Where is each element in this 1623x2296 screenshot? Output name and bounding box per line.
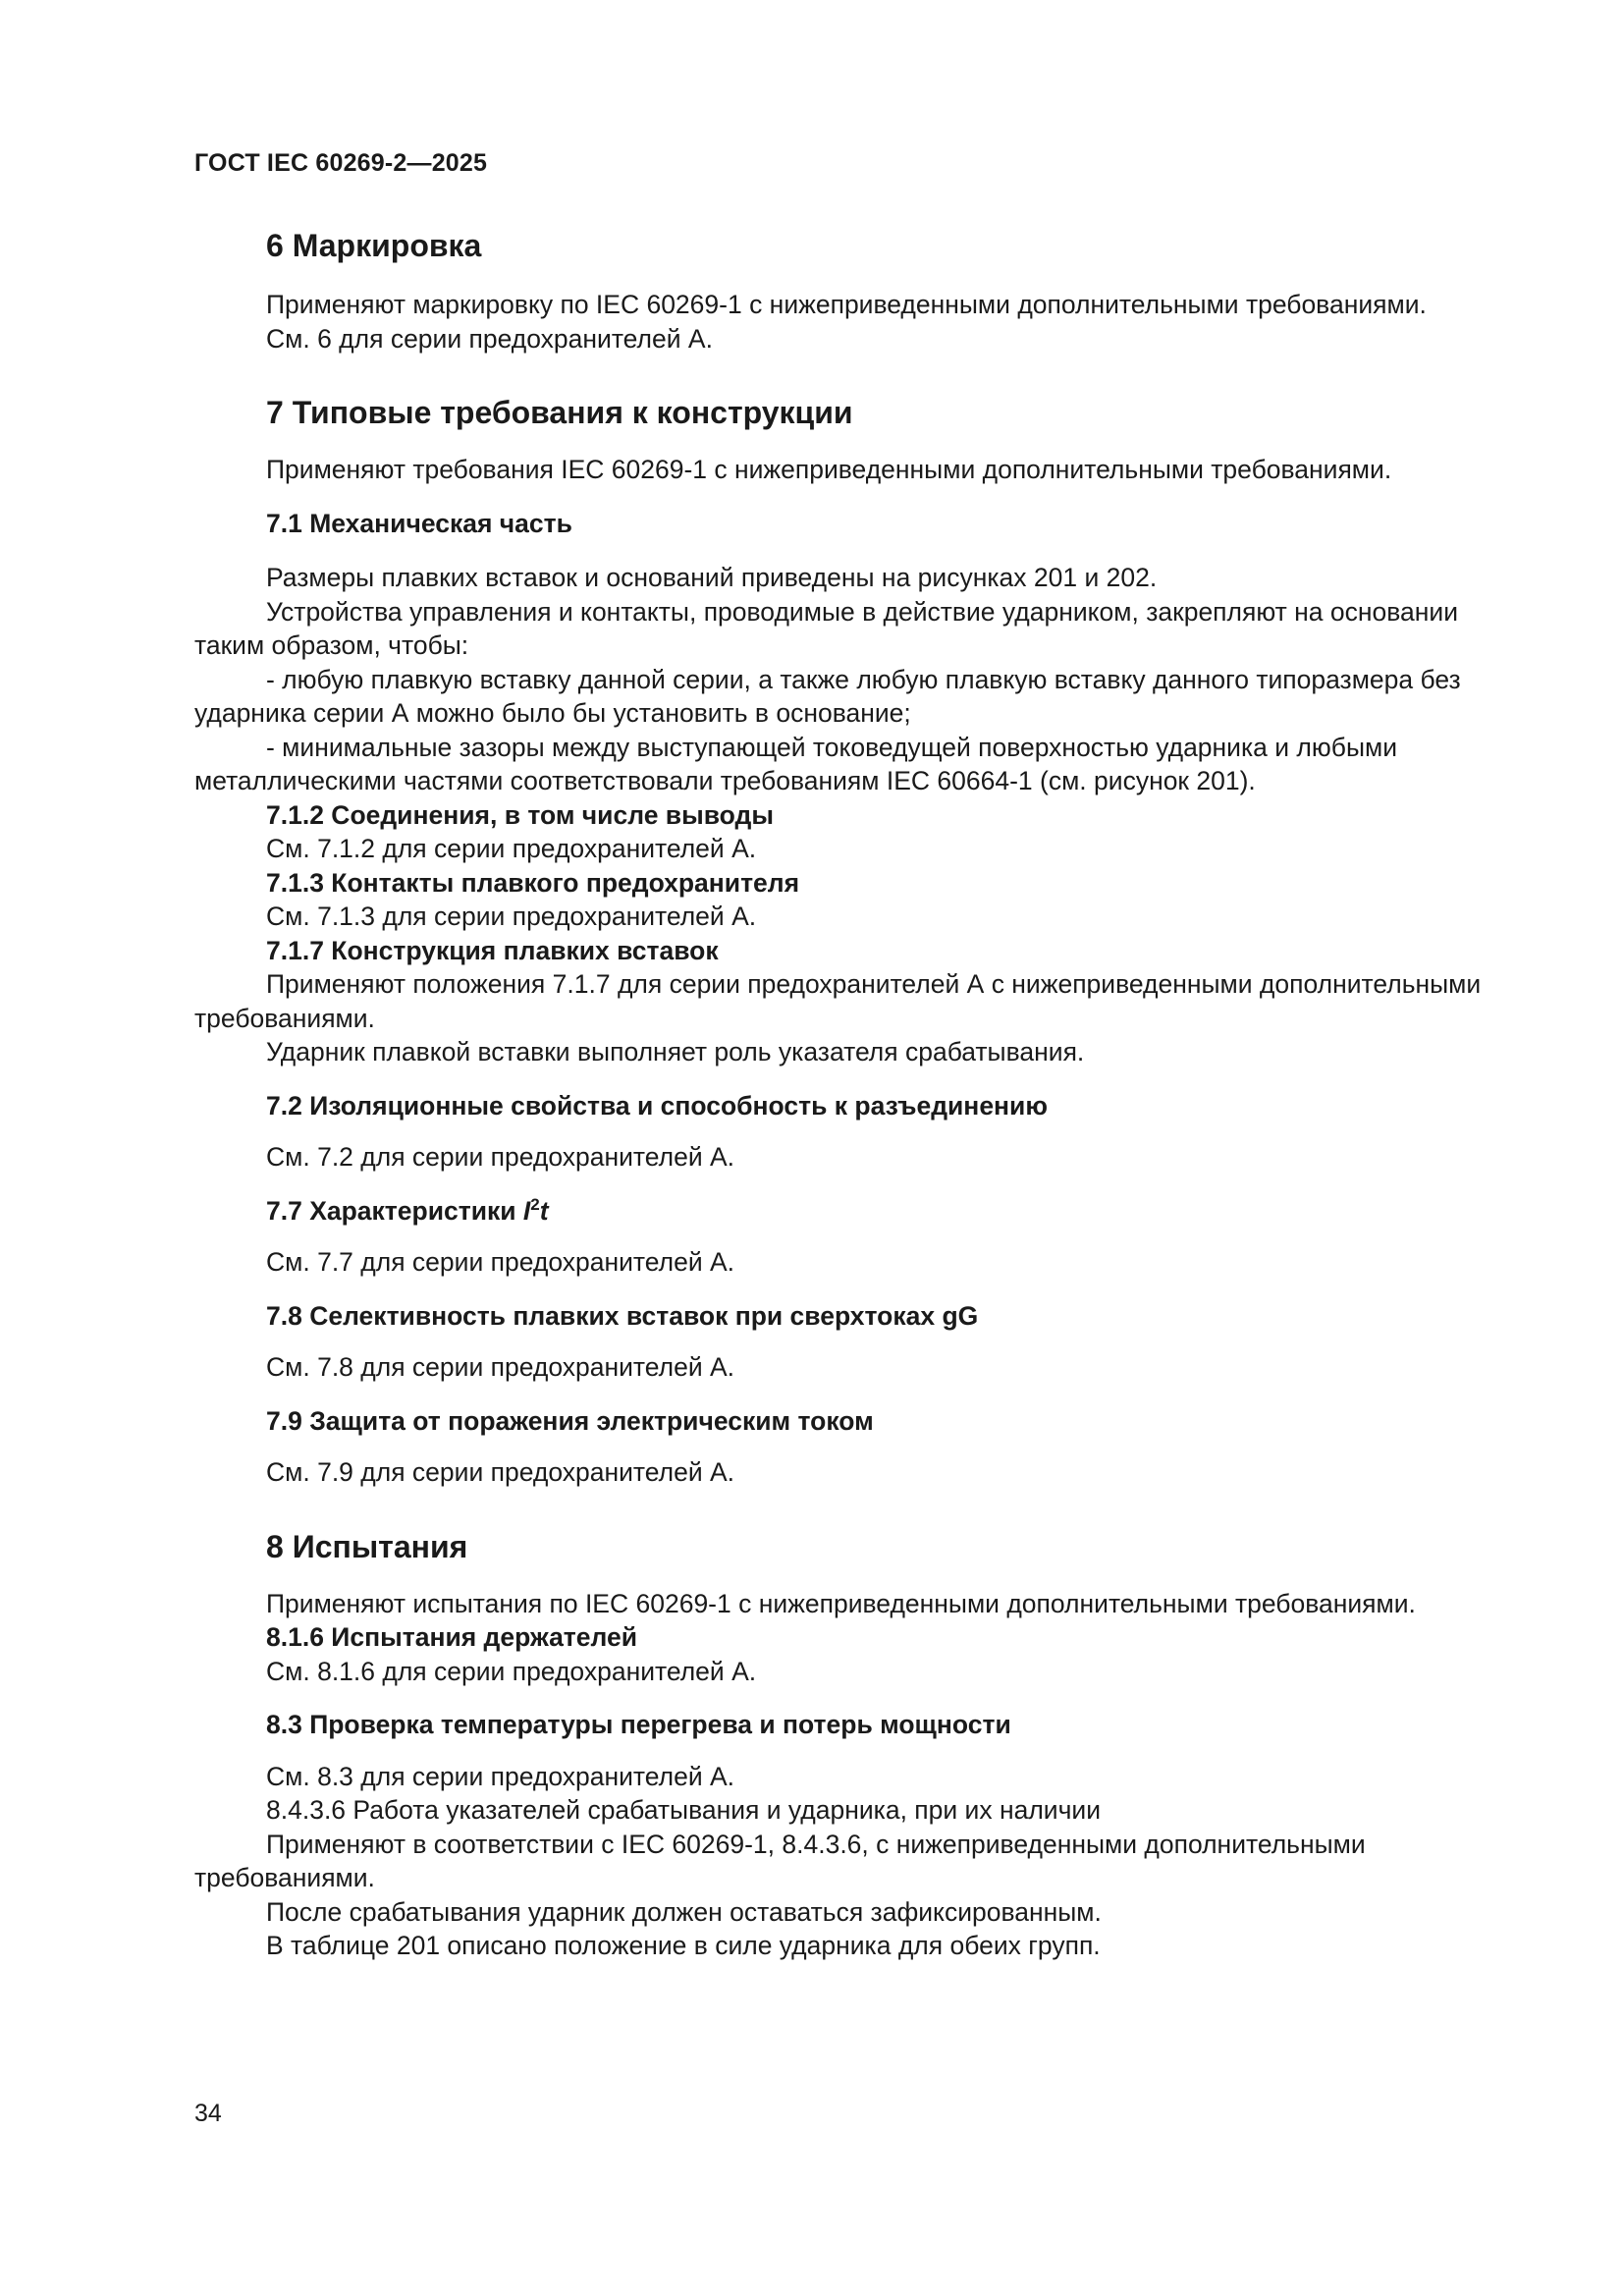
- section-7-7-heading-text: 7.7 Характеристики: [266, 1195, 523, 1226]
- section-7-1-7-paragraph-2: Ударник плавкой вставки выполняет роль указателя срабатывания.: [266, 1037, 1085, 1066]
- document-body: [194, 214, 1528, 1963]
- section-7-heading: 7 Типовые требования к конструкции: [266, 395, 853, 430]
- section-8-1-6-paragraph: См. 8.1.6 для серии предохранителей А.: [266, 1656, 757, 1686]
- section-7-1-7-heading: 7.1.7 Конструкция плавких вставок: [266, 935, 719, 965]
- section-7-8-heading: 7.8 Селективность плавких вставок при сверхтоках gG: [266, 1300, 979, 1331]
- section-7-7-paragraph: См. 7.7 для серии предохранителей А.: [266, 1247, 735, 1277]
- time-symbol: t: [539, 1195, 549, 1226]
- section-8-3-paragraph-5: В таблице 201 описано положение в силе ударника для обеих групп.: [266, 1931, 1101, 1960]
- section-6-paragraph-2: См. 6 для серии предохранителей А.: [266, 323, 713, 354]
- section-8-paragraph-1: Применяют испытания по IEC 60269-1 с нижеприведенными дополнительными требованиями.: [266, 1588, 1416, 1618]
- section-7-9-paragraph: См. 7.9 для серии предохранителей А.: [266, 1457, 735, 1487]
- current-symbol: I: [522, 1195, 531, 1226]
- section-7-1-heading: 7.1 Механическая часть: [266, 508, 572, 538]
- section-7-2-paragraph: См. 7.2 для серии предохранителей А.: [266, 1142, 735, 1172]
- section-8-3-paragraph-4: После срабатывания ударник должен оставаться зафиксированным.: [266, 1896, 1102, 1927]
- section-7-1-paragraph-1: Размеры плавких вставок и оснований приведены на рисунках 201 и 202.: [266, 563, 1158, 592]
- section-8-heading: 8 Испытания: [266, 1528, 468, 1564]
- section-7-2-heading: 7.2 Изоляционные свойства и способность к разъединению: [266, 1090, 1048, 1121]
- document-header: ГОСТ IEC 60269-2—2025: [194, 149, 488, 177]
- page-number: 34: [194, 2100, 222, 2127]
- section-7-1-2-heading: 7.1.2 Соединения, в том числе выводы: [266, 799, 774, 830]
- section-6-heading: 6 Маркировка: [266, 228, 482, 263]
- section-7-1-3-paragraph: См. 7.1.3 для серии предохранителей А.: [266, 902, 757, 931]
- section-7-1-2-paragraph: См. 7.1.2 для серии предохранителей А.: [266, 834, 757, 863]
- section-7-1-3-heading: 7.1.3 Контакты плавкого предохранителя: [266, 867, 800, 898]
- section-7-1-7-paragraph-1: Применяют положения 7.1.7 для серии предохранителей А с нижеприведенными дополнительными требованиями.: [194, 969, 1482, 1033]
- section-8-4-3-6-title: 8.4.3.6 Работа указателей срабатывания и ударника, при их наличии: [266, 1795, 1102, 1825]
- exponent: 2: [530, 1194, 540, 1214]
- section-8-3-paragraph-3: Применяют в соответствии с IEC 60269-1, 8.4.3.6, с нижеприведенными дополнительными требованиями.: [194, 1829, 1366, 1892]
- section-7-9-heading: 7.9 Защита от поражения электрическим током: [266, 1405, 874, 1436]
- section-7-7-heading: [266, 1194, 1528, 1229]
- section-7-8-paragraph: См. 7.8 для серии предохранителей А.: [266, 1352, 735, 1382]
- section-7-1-paragraph-3: - любую плавкую вставку данной серии, а также любую плавкую вставку данного типоразмера без ударника серии А можно было бы установить в основание;: [194, 664, 1461, 728]
- section-8-3-heading: 8.3 Проверка температуры перегрева и потерь мощности: [266, 1710, 1011, 1739]
- section-8-1-6-heading: 8.1.6 Испытания держателей: [266, 1622, 638, 1652]
- section-6-paragraph-1: Применяют маркировку по IEC 60269-1 с нижеприведенными дополнительными требованиями.: [266, 290, 1427, 319]
- section-8-3-paragraph-1: См. 8.3 для серии предохранителей А.: [266, 1761, 735, 1791]
- section-7-1-paragraph-2: Устройства управления и контакты, проводимые в действие ударником, закрепляют на основании таким образом, чтобы:: [194, 596, 1458, 660]
- section-7-1-paragraph-4: - минимальные зазоры между выступающей токоведущей поверхностью ударника и любыми металлическими частями соответствовали требованиям IEC 60664-1 (см. рисунок 201).: [194, 732, 1398, 795]
- section-7-paragraph-1: Применяют требования IEC 60269-1 с нижеприведенными дополнительными требованиями.: [266, 455, 1392, 484]
